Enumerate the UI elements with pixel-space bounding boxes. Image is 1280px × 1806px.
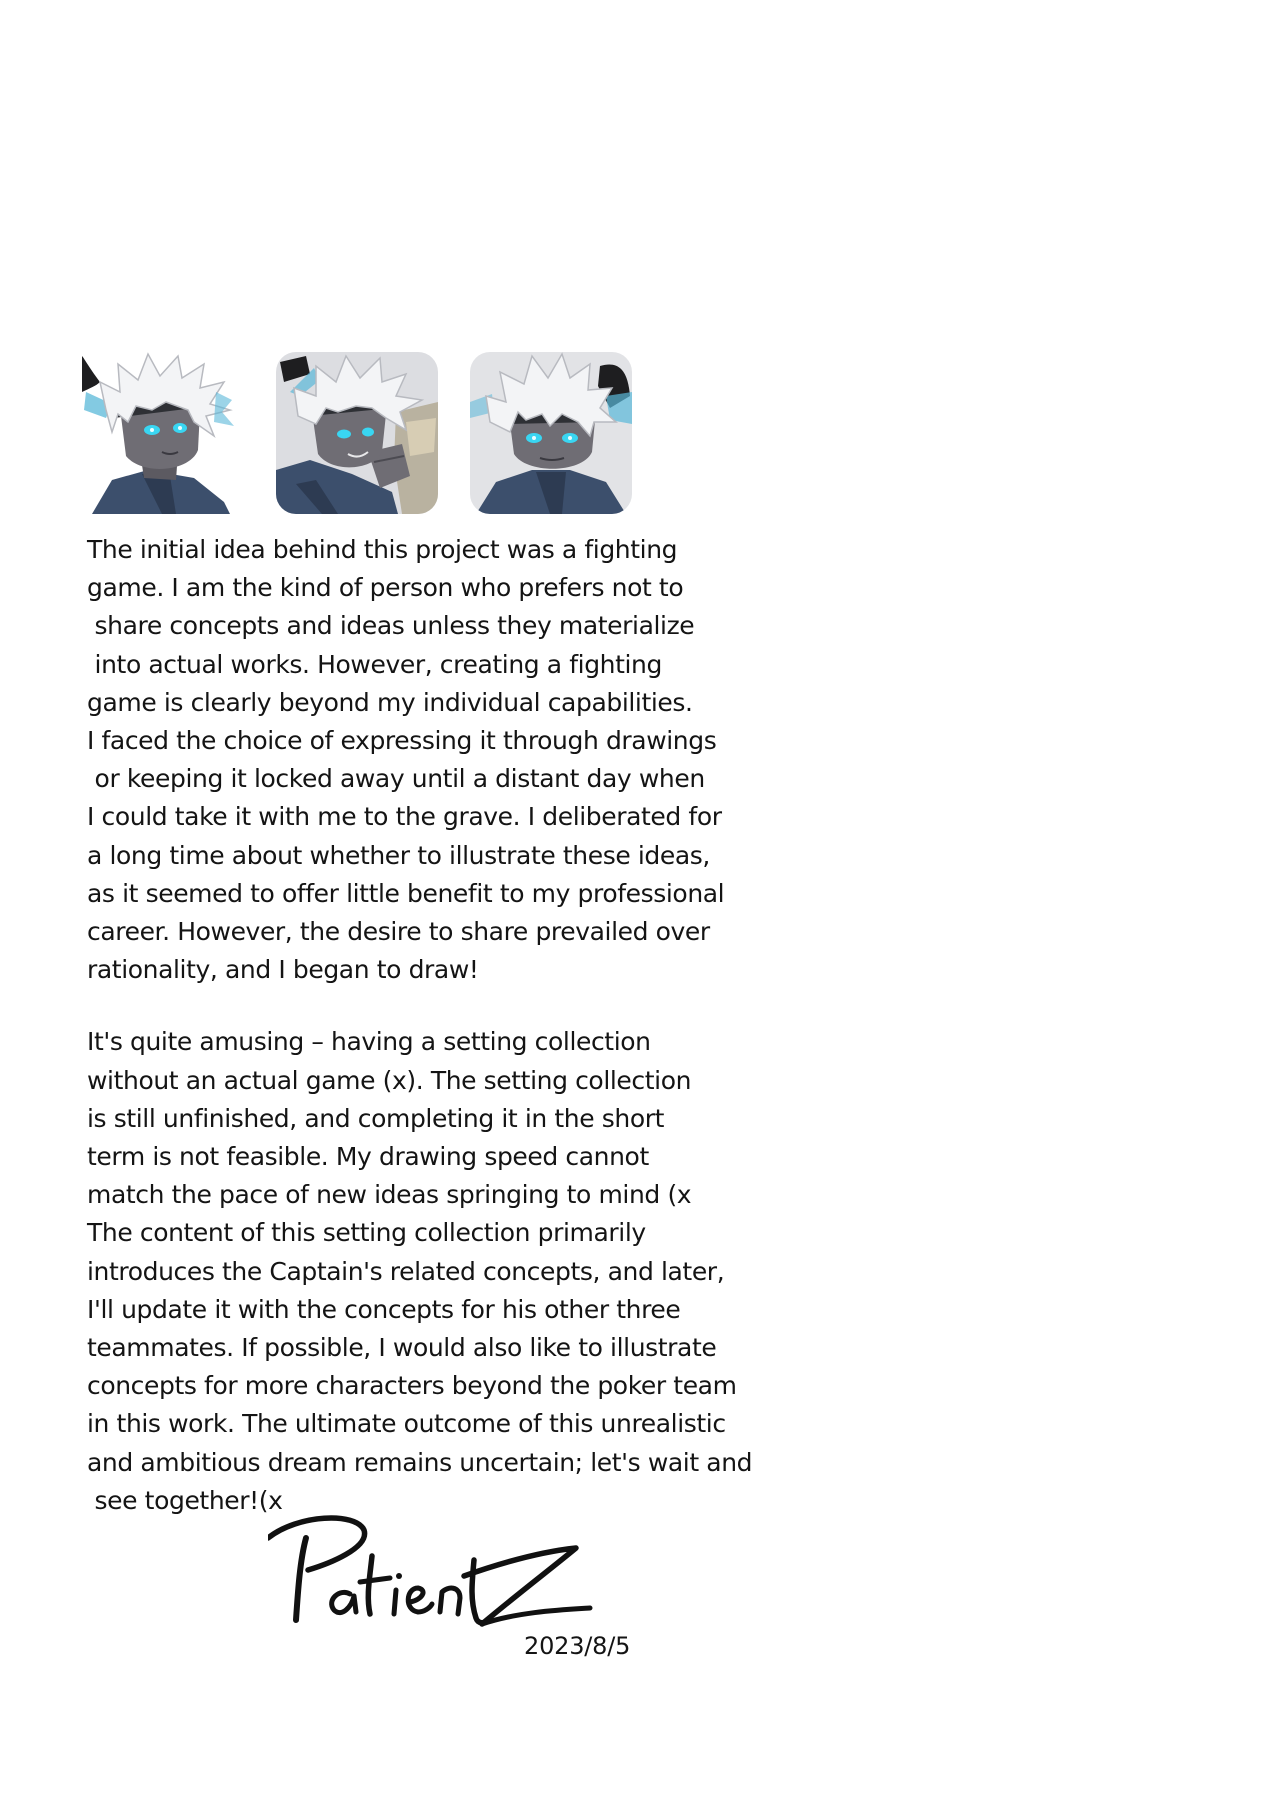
essay-text	[87, 531, 753, 1520]
text-line: I faced the choice of expressing it through drawings	[87, 726, 717, 756]
text-line: introduces the Captain's related concepts, and later,	[87, 1256, 725, 1286]
character-portrait-icon	[470, 352, 632, 514]
text-line: career. However, the desire to share prevailed over	[87, 917, 710, 947]
text-line: I'll update it with the concepts for his other three	[87, 1294, 681, 1324]
character-portrait-1	[82, 352, 244, 514]
text-line: in this work. The ultimate outcome of this unrealistic	[87, 1409, 726, 1439]
text-line: term is not feasible. My drawing speed cannot	[87, 1142, 649, 1172]
text-line: a long time about whether to illustrate these ideas,	[87, 840, 710, 870]
text-line: and ambitious dream remains uncertain; let's wait and	[87, 1447, 753, 1477]
text-line: It's quite amusing – having a setting collection	[87, 1027, 651, 1057]
signature-icon	[268, 1508, 618, 1638]
text-line: The content of this setting collection primarily	[87, 1218, 646, 1248]
character-portrait-icon	[82, 352, 244, 514]
text-line: share concepts and ideas unless they materialize	[87, 611, 695, 641]
signature	[268, 1508, 618, 1638]
text-line: is still unfinished, and completing it in the short	[87, 1103, 665, 1133]
text-line: teammates. If possible, I would also like to illustrate	[87, 1333, 717, 1363]
character-portrait-3	[470, 352, 632, 514]
text-line: I could take it with me to the grave. I deliberated for	[87, 802, 722, 832]
text-line: rationality, and I began to draw!	[87, 955, 479, 985]
paragraph-2	[87, 1023, 753, 1520]
text-line: as it seemed to offer little benefit to my professional	[87, 878, 725, 908]
signature-date: 2023/8/5	[524, 1632, 631, 1660]
text-line: into actual works. However, creating a fighting	[87, 649, 662, 679]
text-line: concepts for more characters beyond the poker team	[87, 1371, 737, 1401]
text-line: match the pace of new ideas springing to mind (x	[87, 1180, 692, 1210]
paragraph-1	[87, 531, 727, 989]
character-portrait-2	[276, 352, 438, 514]
text-line: The initial idea behind this project was a fighting	[87, 535, 678, 564]
text-line: game. I am the kind of person who prefers not to	[87, 573, 684, 603]
text-line: or keeping it locked away until a distant day when	[87, 764, 705, 794]
character-portrait-icon	[276, 352, 438, 514]
text-line: see together!(x	[87, 1485, 283, 1515]
text-line: game is clearly beyond my individual capabilities.	[87, 687, 693, 717]
avatar-row	[82, 352, 642, 514]
text-line: without an actual game (x). The setting collection	[87, 1065, 692, 1095]
